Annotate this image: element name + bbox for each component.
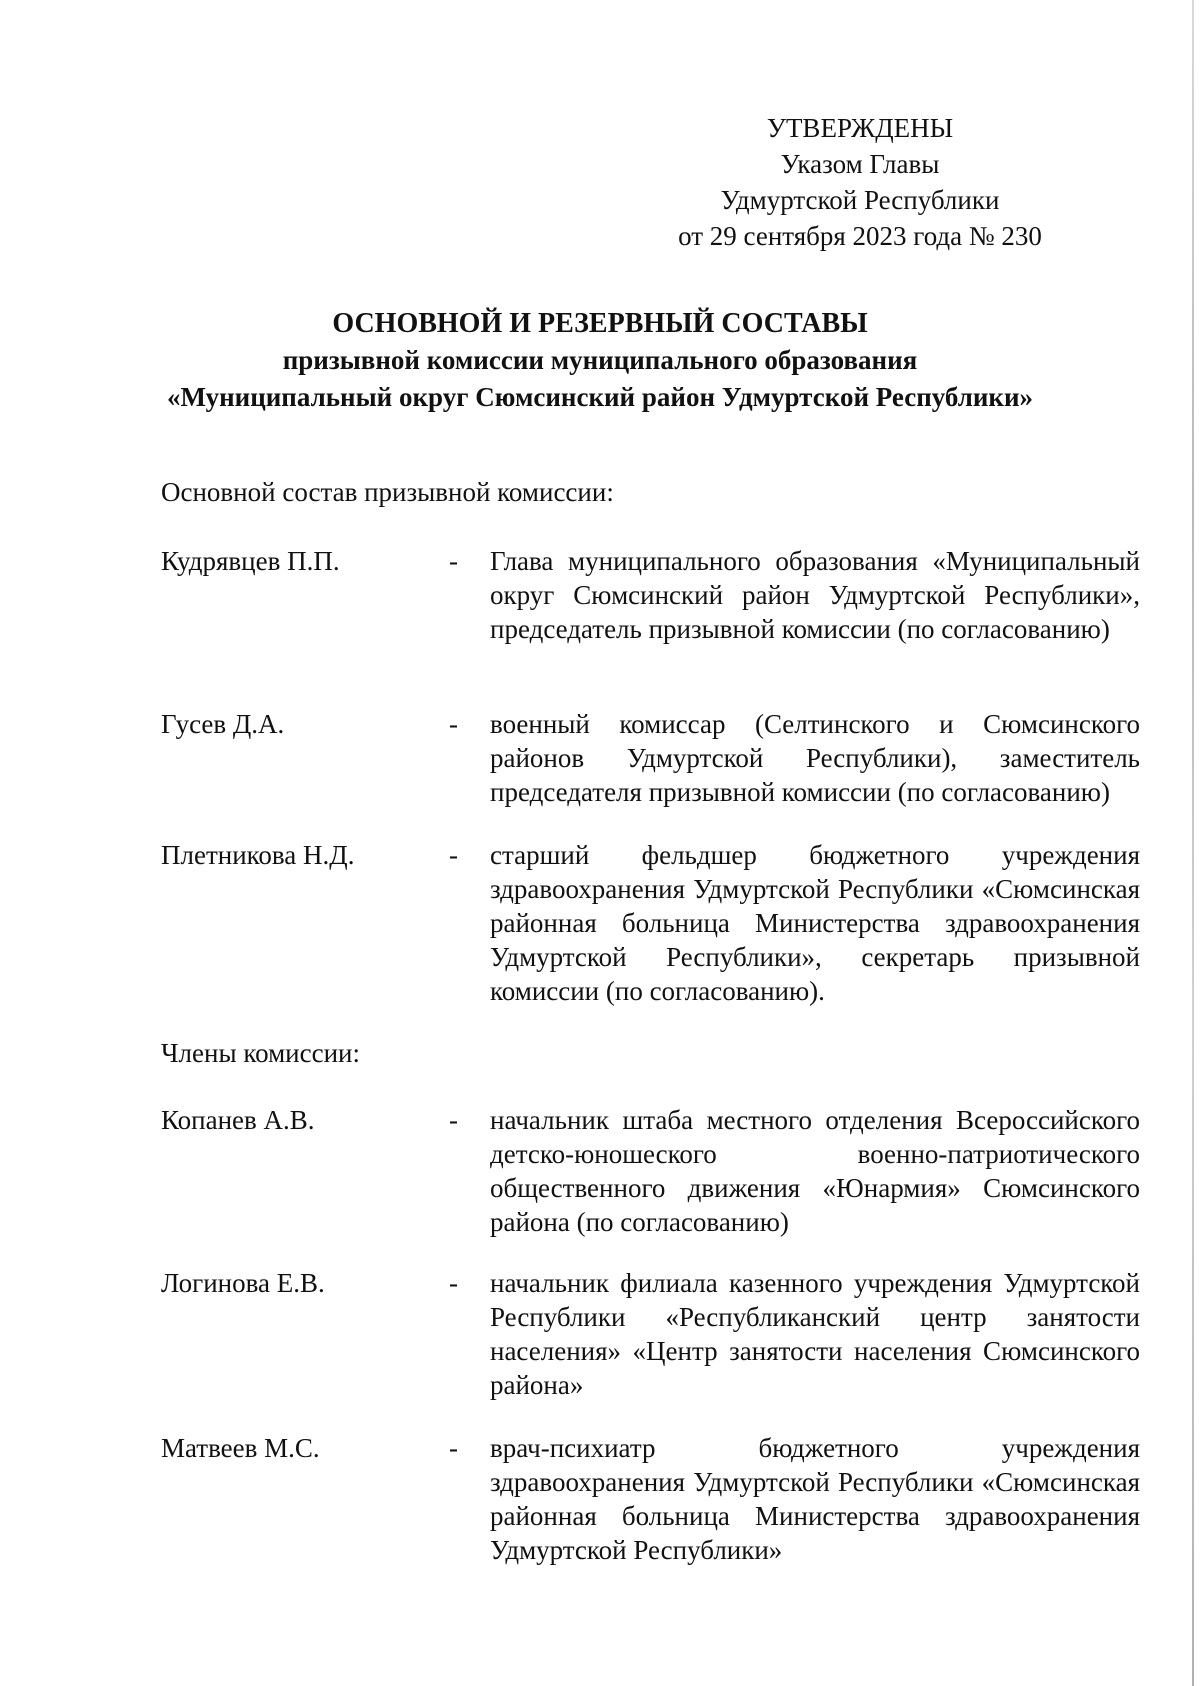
member-dash: - xyxy=(449,546,458,576)
member-dash: - xyxy=(449,1105,458,1135)
document-title xyxy=(100,305,1100,416)
member-role: старший фельдшер бюджетного учреждения здравоохранения Удмуртской Республики «Сюмсинская районная больница Министерства здравоохранения Удмуртской Республики», секретарь призывной комиссии (по согласованию). xyxy=(490,840,1140,1006)
member-dash: - xyxy=(449,1268,458,1298)
member-name: Плетникова Н.Д. xyxy=(161,840,355,870)
member-role: Глава муниципального образования «Муниципальный округ Сюмсинский район Удмуртской Республики», председатель призывной комиссии (по согласованию) xyxy=(490,546,1140,644)
member-role: начальник филиала казенного учреждения Удмуртской Республики «Республиканский центр занятости населения» «Центр занятости населения Сюмсинского района» xyxy=(490,1268,1140,1400)
title-main: ОСНОВНОЙ И РЕЗЕРВНЫЙ СОСТАВЫ xyxy=(332,308,868,339)
member-role: начальник штаба местного отделения Всероссийского детско-юношеского военно-патриотического общественного движения «Юнармия» Сюмсинского района (по согласованию) xyxy=(490,1105,1140,1237)
member-name: Логинова Е.В. xyxy=(161,1268,325,1298)
member-role: врач-психиатр бюджетного учреждения здравоохранения Удмуртской Республики «Сюмсинская районная больница Министерства здравоохранения Удмуртской Республики» xyxy=(490,1433,1140,1565)
approval-stamp xyxy=(640,110,1080,254)
member-dash: - xyxy=(449,840,458,870)
title-subtitle: призывной комиссии муниципального образования xyxy=(282,345,918,375)
member-name: Копанев А.В. xyxy=(161,1105,315,1135)
member-dash: - xyxy=(449,709,458,739)
approval-date-line: от 29 сентября 2023 года № 230 xyxy=(678,221,1042,251)
member-dash: - xyxy=(449,1433,458,1463)
approval-line: Указом Главы xyxy=(780,149,940,179)
scan-edge-shadow xyxy=(1192,0,1194,1686)
approval-heading: УТВЕРЖДЕНЫ xyxy=(766,113,954,143)
main-composition-heading: Основной состав призывной комиссии: xyxy=(161,477,614,507)
member-role: военный комиссар (Селтинского и Сюмсинского районов Удмуртской Республики), заместитель председателя призывной комиссии (по согласованию) xyxy=(490,709,1140,807)
member-name: Матвеев М.С. xyxy=(161,1433,320,1463)
member-name: Кудрявцев П.П. xyxy=(161,546,340,576)
approval-line: Удмуртской Республики xyxy=(720,185,1000,215)
member-name: Гусев Д.А. xyxy=(161,709,285,739)
title-subtitle: «Муниципальный округ Сюмсинский район Удмуртской Республики» xyxy=(166,382,1034,412)
members-heading: Члены комиссии: xyxy=(161,1038,360,1068)
